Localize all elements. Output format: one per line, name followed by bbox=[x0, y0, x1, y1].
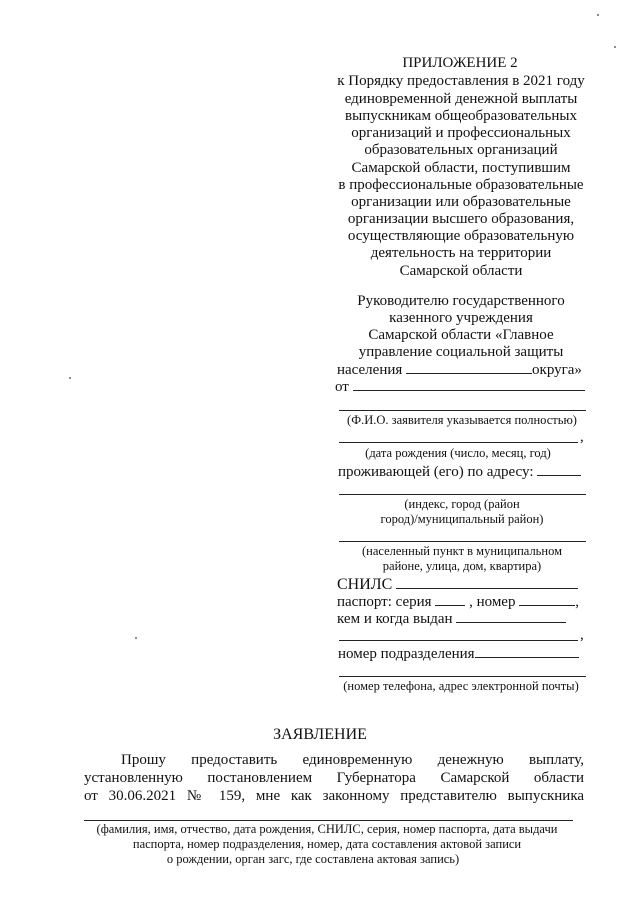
index-caption: город)/муниципальный район) bbox=[380, 512, 544, 526]
addressee-line: управление социальной защиты bbox=[358, 344, 564, 360]
phone-caption: (номер телефона, адрес электронной почты) bbox=[343, 679, 579, 693]
birth-caption: (дата рождения (число, месяц, год) bbox=[365, 446, 551, 460]
header-line: выпускникам общеобразовательных bbox=[345, 108, 577, 124]
passport-series-label: паспорт: серия bbox=[337, 594, 432, 610]
birth-date-field[interactable] bbox=[339, 442, 578, 443]
header-line: организации или образовательные bbox=[351, 194, 571, 210]
graduate-caption: паспорта, номер подразделения, номер, дата составления актовой записи bbox=[132, 837, 522, 851]
header-line: осуществляющие образовательную bbox=[347, 228, 575, 244]
scan-speck bbox=[135, 637, 137, 639]
residence-line bbox=[338, 463, 581, 481]
header-line: Самарской области, поступившим bbox=[351, 160, 571, 176]
passport-series-field[interactable] bbox=[435, 593, 465, 606]
statement-word: выпускника bbox=[507, 788, 585, 804]
addressee-line: Руководителю государственного bbox=[357, 293, 565, 309]
statement-word: постановлением bbox=[207, 770, 313, 786]
district-field[interactable] bbox=[406, 361, 532, 374]
from-label: от bbox=[335, 379, 349, 395]
fio-field[interactable] bbox=[339, 410, 586, 411]
snils-label: СНИЛС bbox=[337, 576, 393, 593]
scan-speck bbox=[614, 46, 616, 48]
statement-word: 159, bbox=[218, 788, 246, 804]
issued-continued-field[interactable] bbox=[339, 640, 578, 641]
passport-number-field[interactable] bbox=[519, 593, 575, 606]
statement-word: Самарской bbox=[440, 770, 510, 786]
statement-word: от bbox=[84, 788, 98, 804]
statement-line-1 bbox=[121, 752, 584, 769]
index-caption: (индекс, город (район bbox=[404, 497, 520, 511]
header-line: в профессиональные образовательные bbox=[338, 177, 584, 193]
header-line: организаций и профессиональных bbox=[351, 125, 571, 141]
issued-label: кем и когда выдан bbox=[337, 611, 453, 627]
statement-line-3 bbox=[84, 788, 584, 805]
address-index-field[interactable] bbox=[339, 494, 586, 495]
header-line: единовременной денежной выплаты bbox=[344, 91, 578, 107]
addressee-line: казенного учреждения bbox=[389, 310, 533, 326]
statement-word: выплату, bbox=[528, 752, 585, 768]
statement-word: области bbox=[533, 770, 585, 786]
addressee-line: Самарской области «Главное bbox=[368, 327, 554, 343]
subdivision-label: номер подразделения bbox=[338, 646, 475, 662]
snils-line bbox=[337, 576, 578, 593]
statement-line-2 bbox=[84, 770, 584, 787]
passport-line bbox=[337, 593, 579, 611]
residence-field[interactable] bbox=[537, 463, 581, 476]
graduate-info-field[interactable] bbox=[84, 820, 573, 821]
appendix-title: ПРИЛОЖЕНИЕ 2 bbox=[402, 55, 518, 71]
graduate-caption: (фамилия, имя, отчество, дата рождения, СНИЛС, серия, номер паспорта, дата выдачи bbox=[96, 822, 558, 836]
comma: , bbox=[580, 627, 584, 643]
fio-caption: (Ф.И.О. заявителя указывается полностью) bbox=[347, 413, 577, 427]
statement-word: Прошу bbox=[121, 752, 166, 768]
graduate-caption: о рождении, орган загс, где составлена актовая запись) bbox=[166, 852, 460, 866]
phone-email-field[interactable] bbox=[339, 676, 586, 677]
locality-caption: районе, улица, дом, квартира) bbox=[382, 559, 542, 573]
statement-word: предоставить bbox=[191, 752, 278, 768]
residence-label: проживающей (его) по адресу: bbox=[338, 464, 534, 480]
statement-word: денежную bbox=[437, 752, 504, 768]
header-line: к Порядку предоставления в 2021 году bbox=[337, 73, 585, 89]
comma: , bbox=[580, 429, 584, 445]
statement-word: 30.06.2021 bbox=[108, 788, 177, 804]
statement-word: № bbox=[186, 788, 209, 804]
snils-field[interactable] bbox=[396, 576, 578, 589]
header-line: Самарской области bbox=[399, 263, 523, 279]
from-field[interactable] bbox=[353, 378, 585, 391]
header-line: образовательных организаций bbox=[364, 142, 558, 158]
statement-word: единовременную bbox=[302, 752, 413, 768]
passport-number-label: , номер bbox=[469, 594, 516, 610]
issued-line bbox=[337, 610, 566, 628]
subdivision-field[interactable] bbox=[475, 645, 579, 658]
scan-speck bbox=[597, 14, 599, 16]
header-line: организации высшего образования, bbox=[347, 211, 575, 227]
locality-caption: (населенный пункт в муниципальном bbox=[362, 544, 562, 558]
statement-title: ЗАЯВЛЕНИЕ bbox=[273, 726, 367, 743]
subdivision-line bbox=[338, 645, 579, 663]
comma: , bbox=[575, 594, 579, 610]
statement-word: установленную bbox=[84, 770, 183, 786]
statement-word: мне как законному представителю bbox=[255, 788, 497, 804]
header-line: деятельность на территории bbox=[370, 245, 552, 261]
population-line bbox=[337, 361, 582, 379]
statement-word: Губернатора bbox=[336, 770, 416, 786]
address-street-field[interactable] bbox=[339, 541, 586, 542]
scan-speck bbox=[69, 377, 71, 379]
issued-field[interactable] bbox=[456, 610, 566, 623]
district-label: округа» bbox=[532, 362, 582, 378]
population-label: населения bbox=[337, 362, 403, 378]
from-line bbox=[335, 378, 585, 396]
